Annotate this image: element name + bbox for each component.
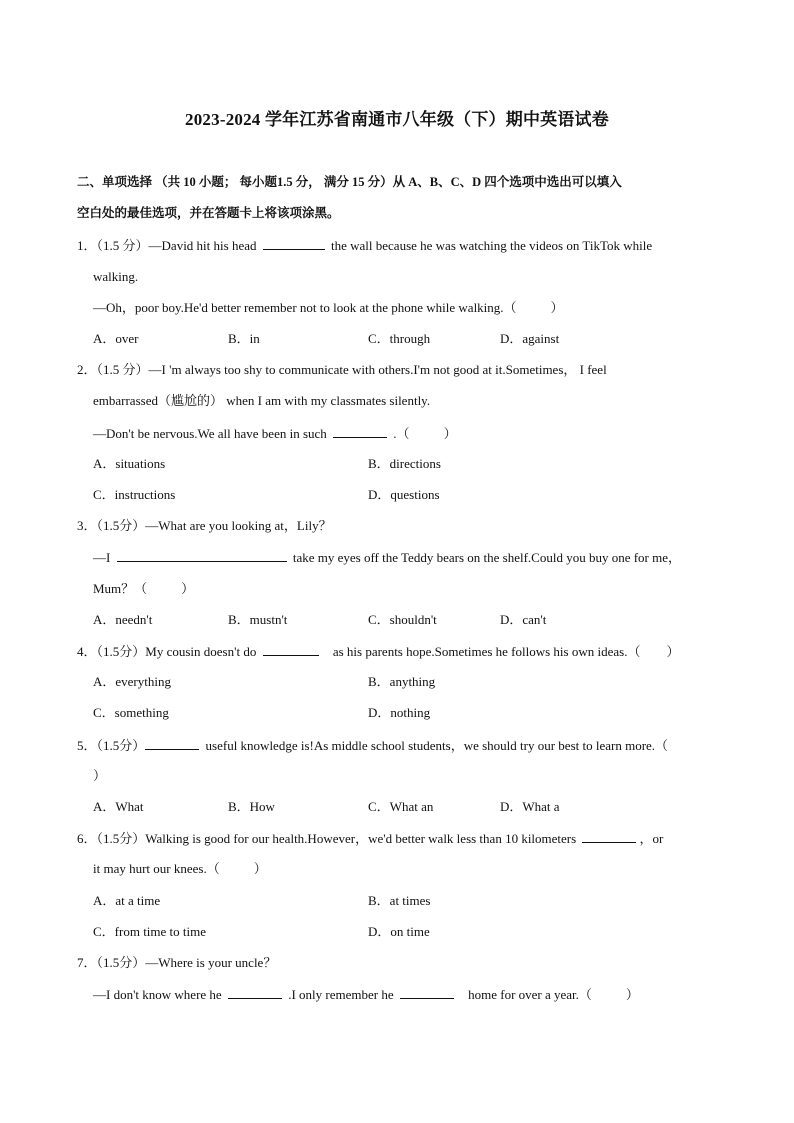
option-c[interactable]: C．something <box>93 705 169 720</box>
question-6-line2 <box>93 861 267 877</box>
paren-close: ） <box>666 644 680 659</box>
question-number: 1． <box>77 238 97 253</box>
question-text: Mum？（ <box>93 581 148 596</box>
option-b[interactable]: B．anything <box>368 674 436 689</box>
option-b[interactable]: B．directions <box>368 456 441 471</box>
answer-blank <box>117 549 287 562</box>
answer-blank <box>263 237 325 250</box>
section-instructions-line1: 二、单项选择 （共 10 小题； 每小题1.5 分， 满分 15 分）从 A、B、C、D 四个选项中选出可以填入 <box>77 175 622 189</box>
question-score: （1.5分） <box>96 738 146 753</box>
option-a[interactable]: A．over <box>93 331 139 346</box>
question-number: 4． <box>77 644 97 659</box>
answer-blank <box>582 830 636 843</box>
section-instructions-line2: 空白处的最佳选项，并在答题卡上将该项涂黑。 <box>77 206 340 220</box>
option-d[interactable]: D．questions <box>368 487 440 502</box>
answer-blank <box>228 986 282 999</box>
question-5-line1 <box>77 737 668 754</box>
question-3-line3 <box>93 581 194 597</box>
option-d[interactable]: D．What a <box>500 799 560 814</box>
question-text: the wall because he was watching the videos on TikTok while <box>331 238 653 253</box>
question-text: My cousin doesn't do <box>145 644 257 659</box>
question-3-line1 <box>77 518 332 534</box>
question-text: ，or <box>639 831 664 846</box>
option-c[interactable]: C．shouldn't <box>368 612 437 627</box>
option-a[interactable]: A．at a time <box>93 893 161 908</box>
option-c[interactable]: C．What an <box>368 799 434 814</box>
paren-close: ） <box>625 987 639 1002</box>
question-score: （1.5分） <box>96 831 146 846</box>
question-1-line1 <box>77 237 652 254</box>
question-score: （1.5 分） <box>96 238 149 253</box>
question-number: 7． <box>77 955 97 970</box>
question-text: —Oh，poor boy.He'd better remember not to look at the phone while walking.（ <box>93 300 517 315</box>
option-b[interactable]: B．in <box>228 331 260 346</box>
answer-blank <box>333 425 387 438</box>
question-2-line3 <box>93 425 457 442</box>
option-d[interactable]: D．on time <box>368 924 430 939</box>
question-score: （1.5分） <box>96 644 146 659</box>
question-number: 6． <box>77 831 97 846</box>
paren-close: ） <box>443 426 457 441</box>
question-text: home for over a year.（ <box>468 987 592 1002</box>
answer-blank <box>400 986 454 999</box>
answer-blank <box>263 643 319 656</box>
question-5-line2: ） <box>93 768 107 783</box>
question-text: —Where is your uncle？ <box>145 955 277 970</box>
question-text: —Don't be nervous.We all have been in such <box>93 426 327 441</box>
option-d[interactable]: D．against <box>500 331 560 346</box>
question-text: as his parents hope.Sometimes he follows his own ideas.（ <box>332 644 641 659</box>
question-1-line3 <box>93 300 564 316</box>
question-text: it may hurt our knees.（ <box>93 861 220 876</box>
option-a[interactable]: A．What <box>93 799 144 814</box>
question-7-line1 <box>77 955 276 971</box>
question-text: .I only remember he <box>288 987 394 1002</box>
question-text: useful knowledge is!As middle school students，we should try our best to learn more.（ <box>205 738 669 753</box>
question-3-line2 <box>93 549 681 566</box>
question-text: —What are you looking at，Lily？ <box>145 518 332 533</box>
paren-close: ） <box>253 861 267 876</box>
paren-close: ） <box>550 300 564 315</box>
question-text: .（ <box>393 426 410 441</box>
question-text: —David hit his head <box>148 238 257 253</box>
question-score: （1.5 分） <box>96 362 149 377</box>
option-d[interactable]: D．nothing <box>368 705 431 720</box>
question-6-line1 <box>77 830 663 847</box>
answer-blank <box>145 737 199 750</box>
question-score: （1.5分） <box>96 518 146 533</box>
option-b[interactable]: B．mustn't <box>228 612 288 627</box>
question-text: —I 'm always too shy to communicate with others.I'm not good at it.Sometimes， I feel <box>148 362 607 377</box>
page-title: 2023-2024 学年江苏省南通市八年级（下）期中英语试卷 <box>185 110 609 129</box>
option-b[interactable]: B．at times <box>368 893 431 908</box>
option-c[interactable]: C．instructions <box>93 487 176 502</box>
option-a[interactable]: A．situations <box>93 456 166 471</box>
option-b[interactable]: B．How <box>228 799 275 814</box>
question-text: —I don't know where he <box>93 987 222 1002</box>
option-d[interactable]: D．can't <box>500 612 547 627</box>
question-4-line1 <box>77 643 679 660</box>
question-2-line2: embarrassed（尴尬的） when I am with my classmates silently. <box>93 393 431 408</box>
option-a[interactable]: A．everything <box>93 674 171 689</box>
paren-close: ） <box>181 581 195 596</box>
option-c[interactable]: C．through <box>368 331 431 346</box>
question-2-line1 <box>77 362 607 378</box>
option-c[interactable]: C．from time to time <box>93 924 207 939</box>
question-text: Walking is good for our health.However，we'd better walk less than 10 kilometers <box>145 831 577 846</box>
question-score: （1.5分） <box>96 955 146 970</box>
option-a[interactable]: A．needn't <box>93 612 153 627</box>
question-number: 3． <box>77 518 97 533</box>
question-text: —I <box>93 550 111 565</box>
question-number: 5． <box>77 738 97 753</box>
question-7-line2 <box>93 986 639 1003</box>
question-1-line2: walking. <box>93 269 139 284</box>
question-text: take my eyes off the Teddy bears on the shelf.Could you buy one for me， <box>292 550 682 565</box>
question-number: 2． <box>77 362 97 377</box>
